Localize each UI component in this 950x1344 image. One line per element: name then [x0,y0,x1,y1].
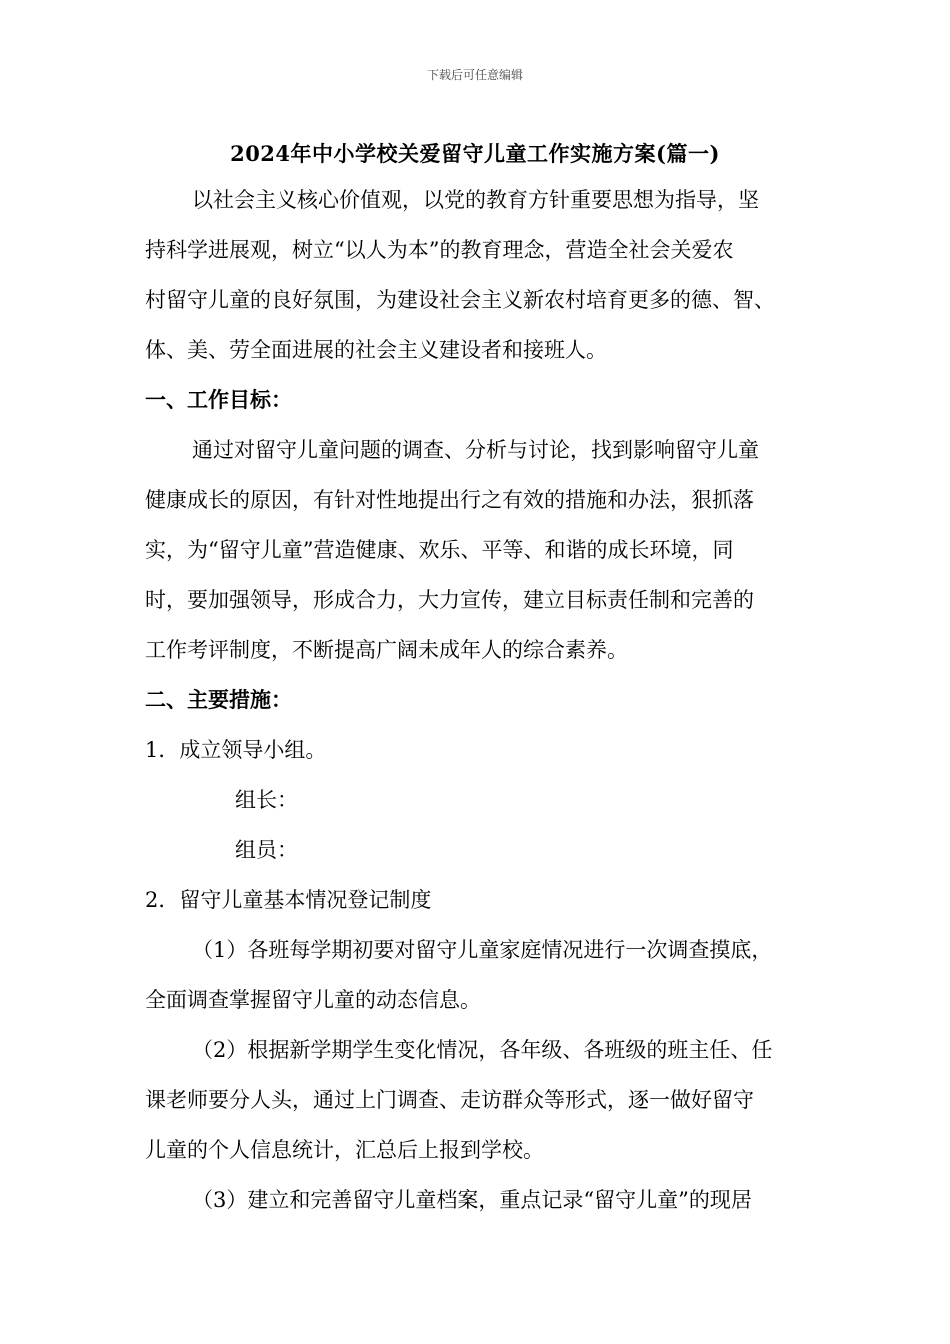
intro-line-3: 村留守儿童的良好氛围，为建设社会主义新农村培育更多的德、智、 [145,288,775,312]
paragraph-2-line-3: 儿童的个人信息统计，汇总后上报到学校。 [145,1138,544,1162]
section-2-heading: 二、主要措施： [145,687,292,712]
paragraph-3-line-1: （3）建立和完善留守儿童档案，重点记录“留守儿童”的现居 [192,1188,752,1212]
section-1-heading: 一、工作目标： [145,387,292,412]
document-title: 2024年中小学校关爱留守儿童工作实施方案(篇一) [230,141,720,166]
paragraph-1-line-1: （1）各班每学期初要对留守儿童家庭情况进行一次调查摸底， [192,938,773,962]
leader-label: 组长： [235,788,298,812]
intro-line-1: 以社会主义核心价值观，以党的教育方针重要思想为指导，坚 [192,188,759,212]
section-1-line-3: 实，为“留守儿童”营造健康、欢乐、平等、和谐的成长环境，同 [145,538,734,562]
section-1-line-2: 健康成长的原因，有针对性地提出行之有效的措施和办法，狠抓落 [145,488,754,512]
item-1: 1．成立领导小组。 [145,738,327,762]
paragraph-1-line-2: 全面调查掌握留守儿童的动态信息。 [145,988,481,1012]
members-label: 组员： [235,838,298,862]
intro-line-4: 体、美、劳全面进展的社会主义建设者和接班人。 [145,338,607,362]
section-1-line-5: 工作考评制度，不断提高广阔未成年人的综合素养。 [145,638,628,662]
paragraph-2-line-1: （2）根据新学期学生变化情况，各年级、各班级的班主任、任 [192,1038,773,1062]
item-2: 2．留守儿童基本情况登记制度 [145,888,432,912]
paragraph-2-line-2: 课老师要分人头，通过上门调查、走访群众等形式，逐一做好留守 [145,1088,754,1112]
intro-line-2: 持科学进展观，树立“以人为本”的教育理念，营造全社会关爱农 [145,238,734,262]
page-header: 下载后可任意编辑 [426,68,523,82]
section-1-line-4: 时，要加强领导，形成合力，大力宣传，建立目标责任制和完善的 [145,588,754,612]
section-1-line-1: 通过对留守儿童问题的调查、分析与讨论，找到影响留守儿童 [192,438,759,462]
